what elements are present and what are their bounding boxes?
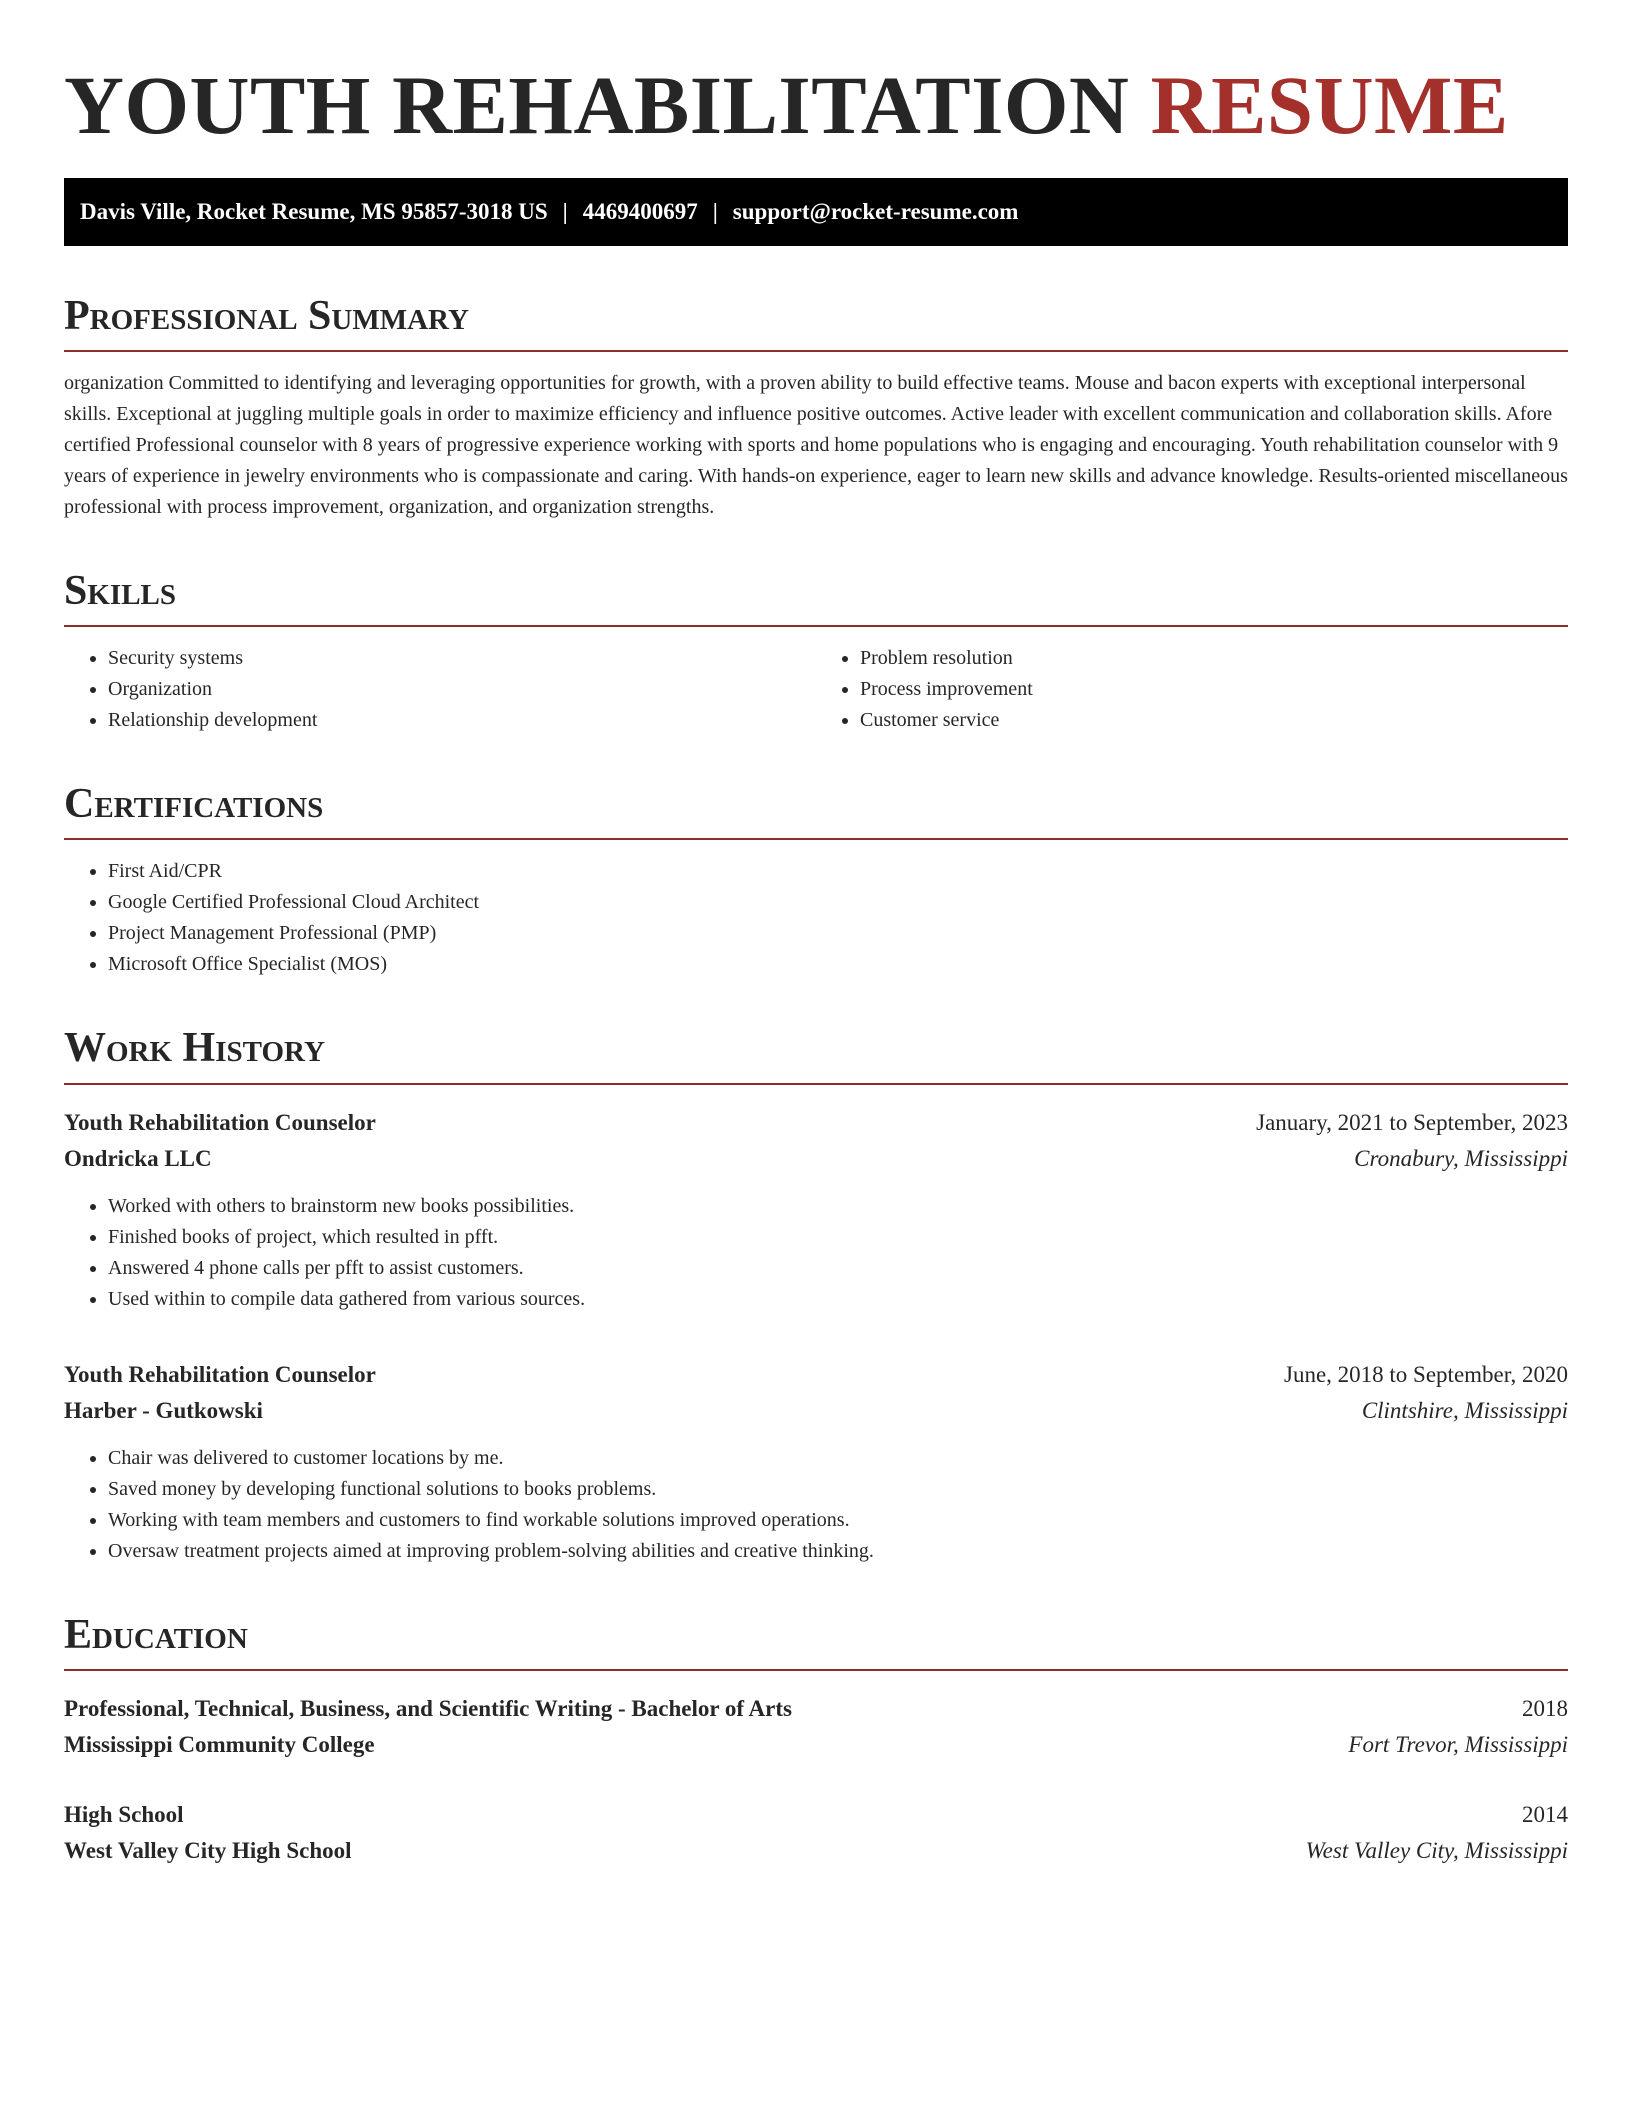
skill-item: • Relationship development xyxy=(108,705,816,736)
skill-item: • Security systems xyxy=(108,643,816,674)
contact-bar xyxy=(64,178,1568,246)
skills-heading: Skills xyxy=(64,567,1568,627)
education-degree: Professional, Technical, Business, and Scientific Writing - Bachelor of Arts xyxy=(64,1696,792,1722)
certification-item: • Project Management Professional (PMP) xyxy=(108,918,1568,949)
job-company-row xyxy=(64,1141,1568,1177)
skill-item: • Problem resolution xyxy=(860,643,1568,674)
job-duties-list xyxy=(64,1191,1568,1315)
certification-item: • Microsoft Office Specialist (MOS) xyxy=(108,949,1568,980)
job-duty: • Used within to compile data gathered from various sources. xyxy=(108,1284,1568,1315)
skill-item: • Customer service xyxy=(860,705,1568,736)
certifications-section xyxy=(64,780,1568,980)
summary-text: organization Committed to identifying and leveraging opportunities for growth, with a proven ability to build effective teams. Mouse and bacon experts with exceptional interpersonal skills. Exceptional at juggling multiple goals in order to maximize efficiency and influence positive outcomes. Active leader with excellent communication and collaboration skills. Afore certified Professional counselor with 8 years of progressive experience working with sports and home populations who is engaging and encouraging. Youth rehabilitation counselor with 9 years of experience in jewelry environments who is compassionate and caring. With hands-on experience, eager to learn new skills and advance knowledge. Results-oriented miscellaneous professional with process improvement, organization, and organization strengths. xyxy=(64,371,1568,518)
contact-address: Davis Ville, Rocket Resume, MS 95857-3018 US xyxy=(80,198,548,224)
education-entry xyxy=(64,1691,1568,1763)
job-company: Harber - Gutkowski xyxy=(64,1397,263,1423)
job-title: Youth Rehabilitation Counselor xyxy=(64,1109,376,1135)
skills-section xyxy=(64,567,1568,736)
certifications-heading: Certifications xyxy=(64,780,1568,840)
work-history-section xyxy=(64,1024,1568,1566)
work-history-heading: Work History xyxy=(64,1024,1568,1084)
job-duty: • Answered 4 phone calls per pfft to assist customers. xyxy=(108,1253,1568,1284)
job-company-row xyxy=(64,1393,1568,1429)
job-title: Youth Rehabilitation Counselor xyxy=(64,1361,376,1387)
skill-item: • Process improvement xyxy=(860,674,1568,705)
contact-phone: 4469400697 xyxy=(582,198,698,224)
job-duty: • Oversaw treatment projects aimed at improving problem-solving abilities and creative thinking. xyxy=(108,1536,1568,1567)
summary-section xyxy=(64,292,1568,523)
contact-separator: | xyxy=(562,198,568,224)
education-header-row xyxy=(64,1691,1568,1727)
skills-list-left xyxy=(64,643,816,736)
skills-grid xyxy=(64,643,1568,736)
job-header-row xyxy=(64,1105,1568,1141)
resume-title xyxy=(64,56,1568,156)
job-dates: January, 2021 to September, 2023 xyxy=(1256,1109,1568,1135)
education-heading: Education xyxy=(64,1611,1568,1671)
education-year: 2018 xyxy=(1522,1696,1568,1722)
skills-list-right xyxy=(816,643,1568,736)
job-duty: • Saved money by developing functional solutions to books problems. xyxy=(108,1474,1568,1505)
education-location: Fort Trevor, Mississippi xyxy=(1348,1732,1568,1758)
contact-separator: | xyxy=(712,198,718,224)
certifications-list xyxy=(64,856,1568,980)
job-duty: • Working with team members and customers to find workable solutions improved operations. xyxy=(108,1505,1568,1536)
job-location: Clintshire, Mississippi xyxy=(1361,1397,1568,1423)
job-duty: • Finished books of project, which resulted in pfft. xyxy=(108,1222,1568,1253)
job-entry xyxy=(64,1357,1568,1567)
job-dates: June, 2018 to September, 2020 xyxy=(1284,1361,1568,1387)
title-main: YOUTH REHABILITATION xyxy=(64,59,1130,151)
summary-heading: Professional Summary xyxy=(64,292,1568,352)
education-entry xyxy=(64,1797,1568,1869)
education-degree: High School xyxy=(64,1802,184,1828)
job-header-row xyxy=(64,1357,1568,1393)
education-location: West Valley City, Mississippi xyxy=(1305,1838,1568,1864)
title-accent: RESUME xyxy=(1150,59,1509,151)
job-duty: • Chair was delivered to customer locations by me. xyxy=(108,1443,1568,1474)
job-company: Ondricka LLC xyxy=(64,1145,212,1171)
education-header-row xyxy=(64,1797,1568,1833)
education-school: West Valley City High School xyxy=(64,1838,352,1864)
certification-item: • First Aid/CPR xyxy=(108,856,1568,887)
education-school-row xyxy=(64,1833,1568,1869)
job-location: Cronabury, Mississippi xyxy=(1354,1145,1568,1171)
skill-item: • Organization xyxy=(108,674,816,705)
job-entry xyxy=(64,1105,1568,1315)
education-school: Mississippi Community College xyxy=(64,1732,375,1758)
education-year: 2014 xyxy=(1522,1802,1568,1828)
certification-item: • Google Certified Professional Cloud Architect xyxy=(108,887,1568,918)
job-duty: • Worked with others to brainstorm new books possibilities. xyxy=(108,1191,1568,1222)
job-duties-list xyxy=(64,1443,1568,1567)
contact-email: support@rocket-resume.com xyxy=(732,198,1019,224)
education-section xyxy=(64,1611,1568,1869)
education-school-row xyxy=(64,1727,1568,1763)
